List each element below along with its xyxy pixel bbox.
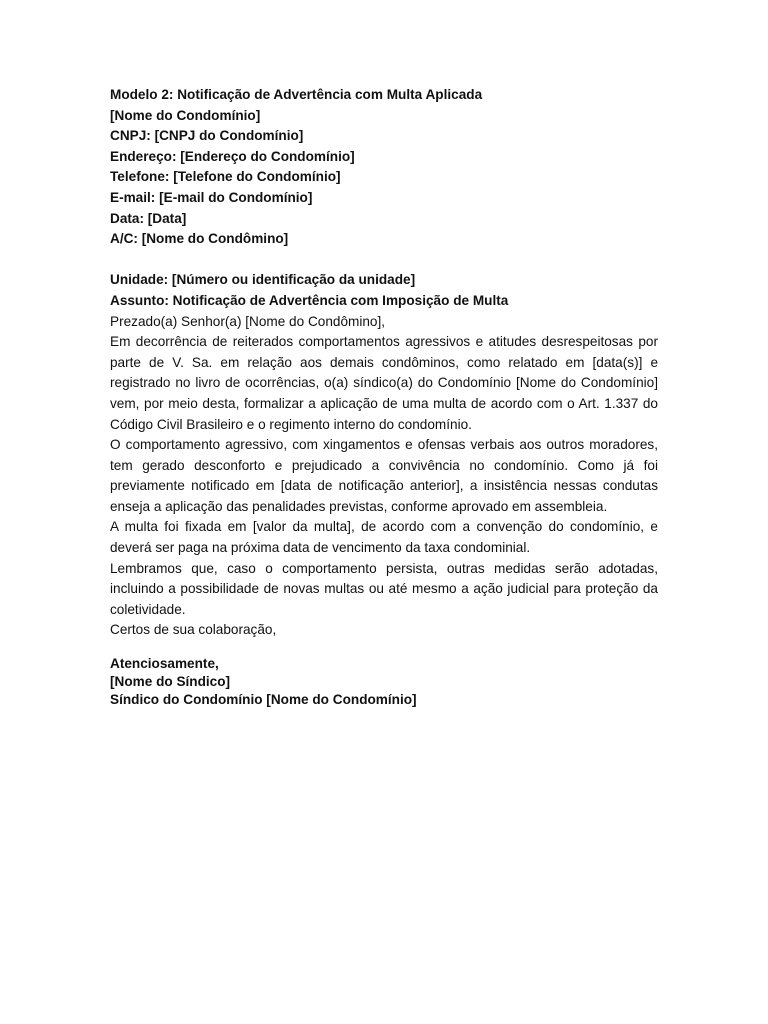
condo-address: Endereço: [Endereço do Condomínio] [110,148,355,164]
letter-body [110,312,658,642]
condo-email: E-mail: [E-mail do Condomínio] [110,189,313,205]
signer-name: [Nome do Síndico] [110,674,231,690]
condo-name: [Nome do Condomínio] [110,107,261,123]
condo-cnpj: CNPJ: [CNPJ do Condomínio] [110,128,304,144]
letter-date: Data: [Data] [110,210,187,226]
salutation: Atenciosamente, [110,656,219,672]
letter-header [110,85,658,250]
unit-line: Unidade: [Número ou identificação da unidade] [110,272,416,288]
attention-line: A/C: [Nome do Condômino] [110,231,289,247]
subject-line: Assunto: Notificação de Advertência com Imposição de Multa [110,292,509,308]
condo-phone: Telefone: [Telefone do Condomínio] [110,169,341,185]
body-paragraph: Lembramos que, caso o comportamento persista, outras medidas serão adotadas, incluindo a possibilidade de novas multas ou até mesmo a ação judicial para proteção da coletividade. [110,560,658,617]
body-paragraph: Em decorrência de reiterados comportamentos agressivos e atitudes desrespeitosas por parte de V. Sa. em relação aos demais condôminos, como relatado em [data(s)] e registrado no livro de ocorrências, o(a) síndico(a) do Condomínio [Nome do Condomínio] vem, por meio desta, formalizar a aplicação de uma multa de acordo com o Art. 1.337 do Código Civil Brasileiro e o regimento interno do condomínio. [110,334,658,432]
letter-subject [110,270,658,311]
body-paragraph: A multa foi fixada em [valor da multa], de acordo com a convenção do condomínio, e deverá ser paga na próxima data de vencimento da taxa condominial. [110,519,658,556]
body-paragraph: O comportamento agressivo, com xingamentos e ofensas verbais aos outros moradores, tem gerado desconforto e prejudicado a convivência no condomínio. Como já foi previamente notificado em [data de notificação anterior], a insistência nessas condutas enseja a aplicação das penalidades previstas, conforme aprovado em assembleia. [110,437,658,514]
signature-block [110,655,658,709]
signer-role: Síndico do Condomínio [Nome do Condomínio] [110,692,417,708]
document-title: Modelo 2: Notificação de Advertência com Multa Aplicada [110,87,483,102]
greeting: Prezado(a) Senhor(a) [Nome do Condômino], [110,313,386,329]
spacer [110,250,658,271]
closing-remark: Certos de sua colaboração, [110,622,277,638]
